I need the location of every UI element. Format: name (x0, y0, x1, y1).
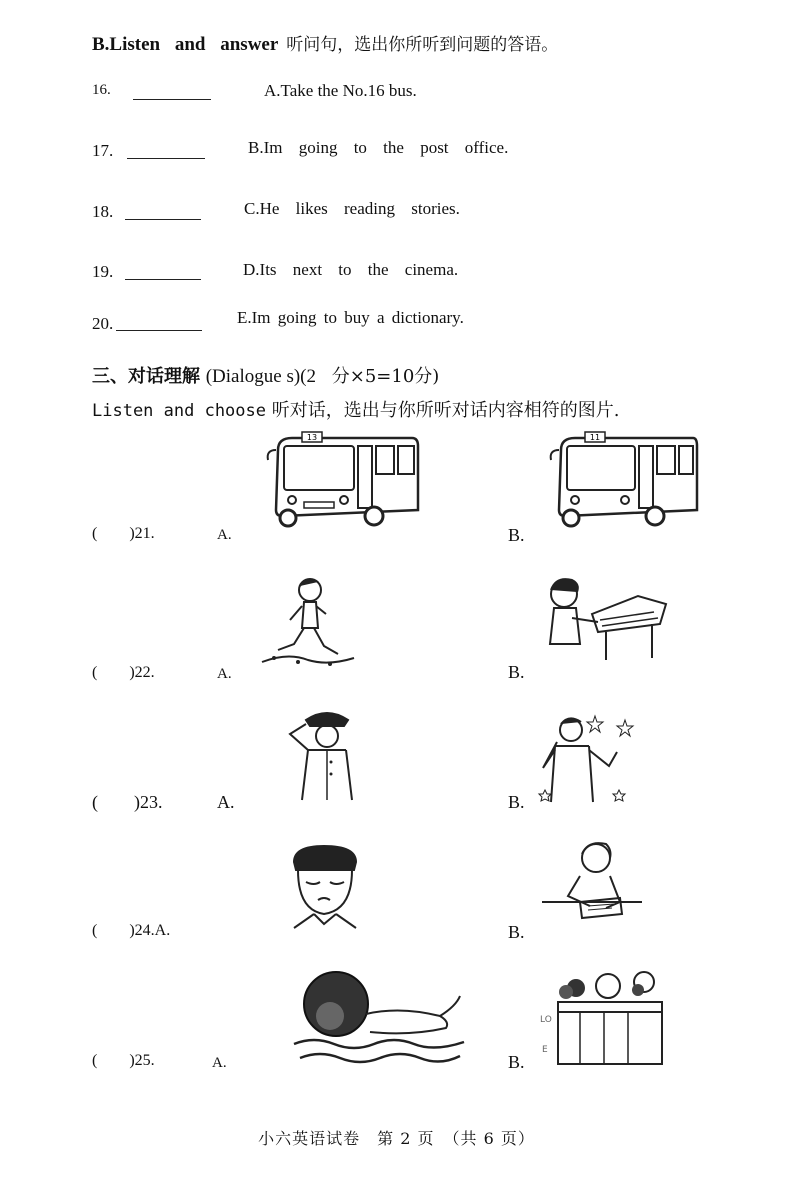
page-footer: 小六英语试卷 第 2 页 （共 6 页） (258, 1129, 535, 1148)
question-number: 16. (92, 82, 111, 98)
section-3-heading (92, 362, 439, 388)
answer-blank[interactable] (116, 312, 202, 331)
question-25-label: ( )25. (92, 1052, 155, 1069)
svg-text:13: 13 (306, 433, 318, 442)
sleepy-boy-icon[interactable] (284, 840, 366, 932)
answer-option: E.Im going to buy a dictionary. (237, 308, 464, 327)
instruction-en: Listen and choose (92, 401, 266, 421)
svg-text:LO: LO (540, 1015, 552, 1025)
flower-shop-icon[interactable] (538, 966, 668, 1066)
option-a-label: A. (217, 666, 232, 682)
writing-boy-icon[interactable] (540, 836, 645, 932)
answer-blank[interactable] (127, 140, 205, 159)
hiking-boy-icon[interactable] (258, 574, 358, 670)
section-b-title-zh: 听问句，选出你所听到问题的答语。 (286, 35, 559, 55)
swimming-boy-icon[interactable] (290, 966, 468, 1070)
instruction-zh: 听对话，选出与你所听对话内容相符的图片. (271, 400, 620, 421)
option-b-label: B. (508, 922, 525, 942)
section-3-title-en: (Dialogue s)(2 (205, 366, 317, 387)
option-a-label: A. (212, 1055, 227, 1071)
svg-text:E: E (542, 1045, 548, 1055)
piano-boy-icon[interactable] (542, 574, 672, 666)
option-b-label: B. (508, 525, 525, 545)
bus-13-icon[interactable] (262, 430, 422, 530)
question-number: 20. (92, 314, 114, 333)
question-number: 18. (92, 202, 114, 221)
option-a-label: A. (217, 792, 235, 812)
question-number: 19. (92, 262, 114, 281)
option-b-label: B. (508, 662, 525, 682)
answer-option: C.He likes reading stories. (244, 199, 460, 218)
answer-blank[interactable] (133, 81, 211, 100)
option-b-label: B. (508, 1052, 525, 1072)
question-number: 17. (92, 141, 114, 160)
question-21-label: ( )21. (92, 525, 155, 542)
question-23-label: ( )23. (92, 792, 163, 812)
section-3-instruction (92, 396, 619, 422)
section-b-heading (92, 30, 558, 56)
answer-blank[interactable] (125, 201, 201, 220)
answer-option: A.Take the No.16 bus. (264, 81, 417, 100)
section-3-title: 三、对话理解 (92, 366, 200, 387)
answer-option: B.Im going to the post office. (248, 138, 509, 157)
svg-text:11: 11 (589, 433, 601, 442)
section-3-score: 分×5=10分) (331, 366, 440, 387)
option-a-label: A. (217, 527, 232, 543)
question-22-label: ( )22. (92, 664, 155, 681)
bus-11-icon[interactable] (545, 430, 700, 530)
section-b-title-en: B.Listen and answer (92, 34, 279, 55)
option-b-label: B. (508, 792, 525, 812)
answer-option: D.Its next to the cinema. (243, 260, 459, 279)
singer-icon[interactable] (533, 708, 638, 804)
question-24-label: ( )24.A. (92, 922, 171, 939)
answer-blank[interactable] (125, 261, 201, 280)
police-officer-icon[interactable] (282, 706, 372, 802)
